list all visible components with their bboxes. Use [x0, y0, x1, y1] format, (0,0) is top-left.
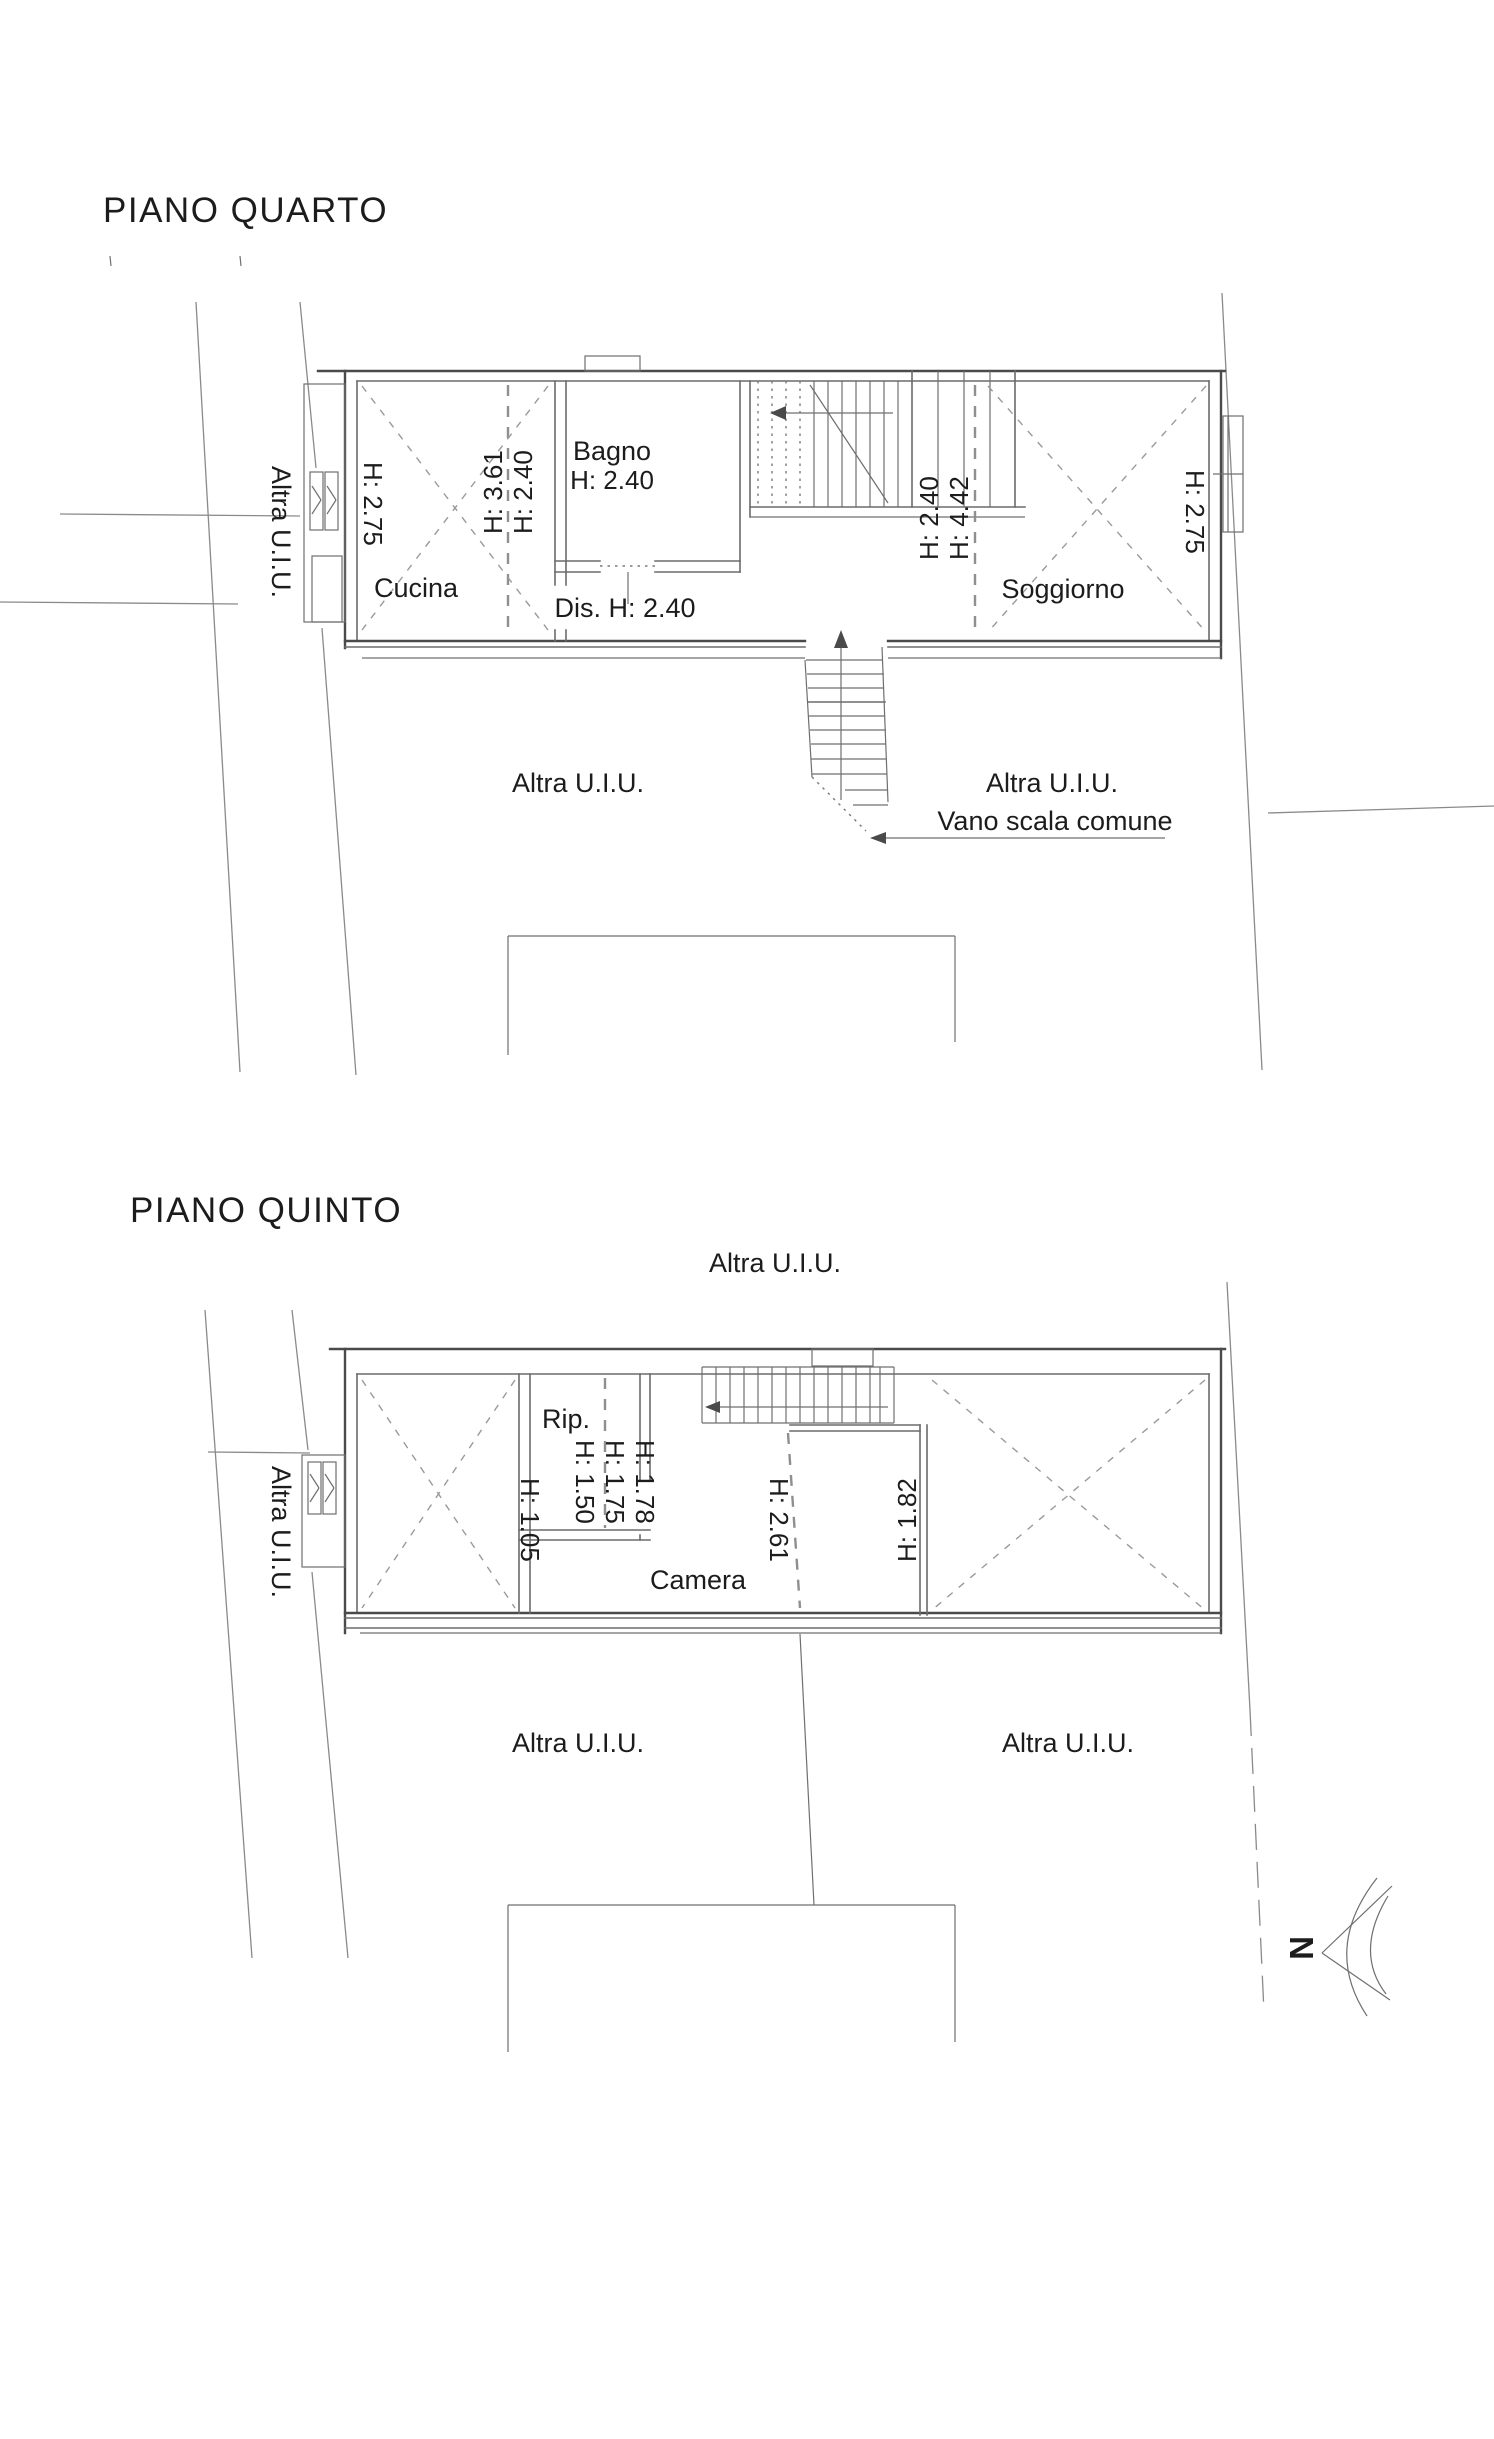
compass-ray [1322, 1953, 1390, 2000]
plan1-left-balcony [304, 384, 345, 622]
plan2-h261-label: H: 2.61 [764, 1478, 794, 1562]
plan2-lower-structure [508, 1634, 955, 2052]
stair-direction-arrow-icon [770, 406, 786, 420]
bagno-label: Bagno [572, 436, 652, 466]
stair-cut-dashes [812, 777, 866, 831]
plan2-altra-above-label: Altra U.I.U. [708, 1248, 842, 1278]
plan1-h361-label: H: 3.61 [478, 450, 508, 534]
plan1-altra-below-left-label: Altra U.I.U. [511, 768, 645, 798]
plan2-altra-below-right-label: Altra U.I.U. [1001, 1728, 1135, 1758]
left-arrow-icon [870, 832, 886, 844]
plan2-left-balcony [302, 1455, 345, 1567]
plan1-boundary-lines [0, 293, 1494, 1075]
north-letter: N [1283, 1936, 1320, 1960]
plan1-altra-left-label: Altra U.I.U. [266, 466, 296, 599]
compass-ray [1322, 1886, 1392, 1953]
vano-scala-label: Vano scala comune [937, 806, 1173, 836]
left-section-cross [362, 1380, 515, 1608]
plan1-altra-below-right-label: Altra U.I.U. [985, 768, 1119, 798]
plan1-right-window [1213, 416, 1243, 532]
bagno-height-label: H: 2.40 [570, 465, 654, 495]
compass-arc [1347, 1878, 1377, 2016]
plan1-title: PIANO QUARTO [103, 191, 389, 230]
plan1-piano-quarto [0, 191, 1494, 1075]
compass-arc [1370, 1896, 1388, 1994]
soggiorno-label: Soggiorno [1001, 574, 1125, 604]
stair-up-arrow-icon [834, 630, 848, 648]
door-icon [312, 556, 342, 622]
plan2-title: PIANO QUINTO [130, 1191, 403, 1230]
plan2-h150-label: H: 1.50 [570, 1440, 600, 1524]
plan1-h275-left-label: H: 2.75 [358, 462, 388, 546]
plan2-h175-label: H: 1.75 [600, 1440, 630, 1524]
plan1-reference-ticks [110, 256, 241, 266]
plan1-h240-living-label: H: 2.40 [914, 476, 944, 560]
window-icon [323, 1462, 336, 1514]
plan1-h240-cucina-label: H: 2.40 [508, 450, 538, 534]
north-arrow [1283, 1878, 1392, 2016]
plan1-upper-stairs [750, 371, 1025, 517]
plan2-boundary-lines [205, 1282, 1264, 2012]
camera-label: Camera [649, 1565, 747, 1595]
dis-label: Dis. H: 2.40 [554, 593, 696, 623]
plan2-stairs [702, 1367, 894, 1423]
plan1-common-stairwell [805, 630, 888, 831]
plan2-chimney-notch [812, 1349, 873, 1366]
plan1-chimney-notch [585, 356, 640, 371]
plan2-altra-left-label: Altra U.I.U. [266, 1466, 296, 1599]
plan1-h275-right-label: H: 2.75 [1180, 470, 1210, 554]
plan2-h178-label: H: 1.78 [630, 1440, 660, 1524]
plan2-altra-below-left-label: Altra U.I.U. [511, 1728, 645, 1758]
plan2-h182-label: H: 1.82 [892, 1478, 922, 1562]
plan2-piano-quinto [130, 1191, 1264, 2052]
stair-section-cut-line [810, 385, 888, 503]
rip-label: Rip. [541, 1404, 591, 1434]
plan2-h105-label: H: 1.05 [515, 1478, 545, 1562]
cucina-label: Cucina [373, 573, 459, 603]
plan1-lower-structure [508, 936, 955, 1055]
plan1-h442-label: H: 4.42 [944, 476, 974, 560]
window-icon [308, 1462, 321, 1514]
stair-direction-arrow-icon [705, 1401, 720, 1413]
